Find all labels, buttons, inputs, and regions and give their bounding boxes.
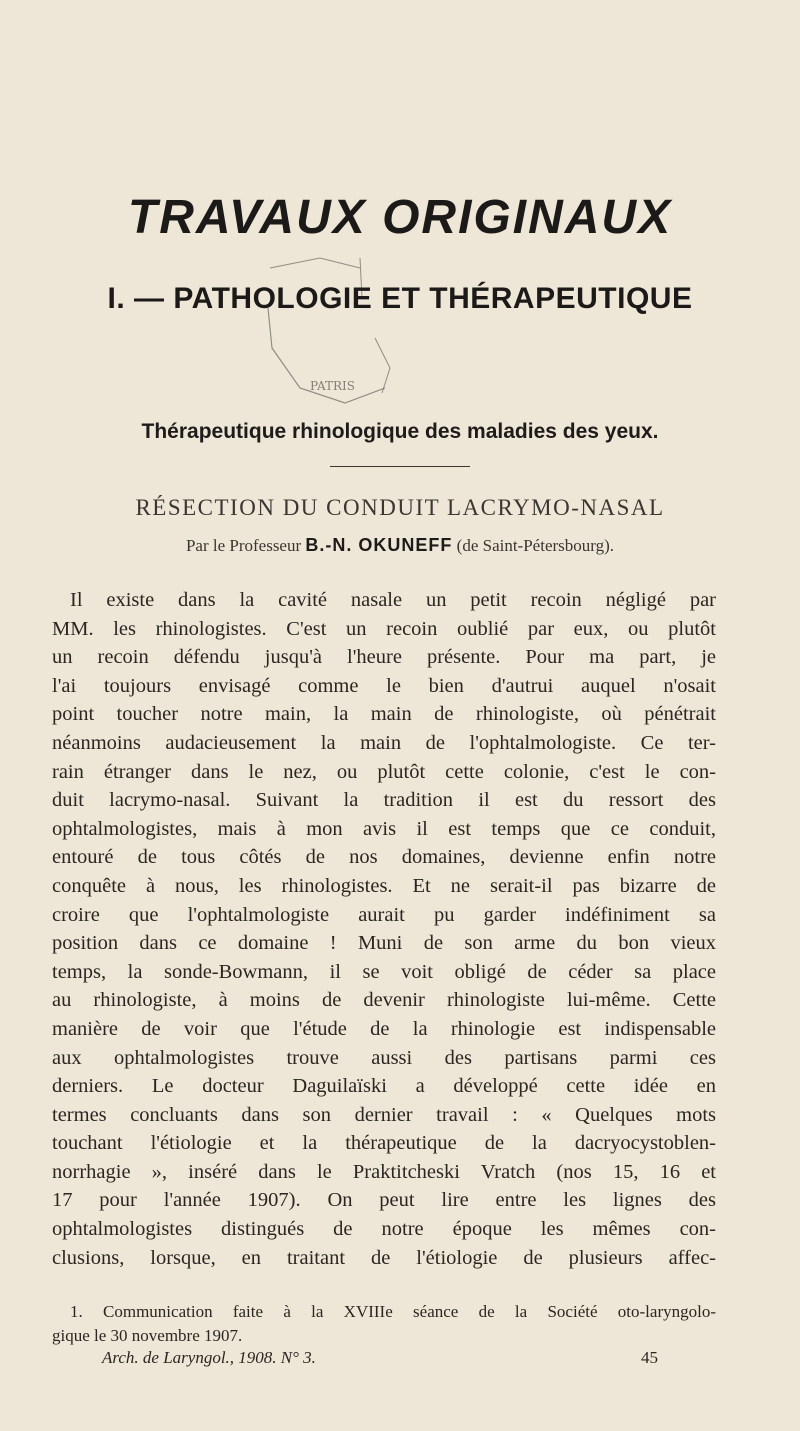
journal-reference: Arch. de Laryngol., 1908. N° 3.: [102, 1348, 316, 1367]
body-line: néanmoins audacieusement la main de l'ophtalmologiste. Ce ter-: [52, 731, 716, 754]
library-stamp: [250, 238, 410, 418]
body-line: point toucher notre main, la main de rhinologiste, où pénétrait: [52, 703, 716, 726]
body-line: MM. les rhinologistes. C'est un recoin oublié par eux, ou plutôt: [52, 617, 716, 640]
body-line: 17 pour l'année 1907). On peut lire entre les lignes des: [52, 1189, 716, 1212]
body-line: duit lacrymo-nasal. Suivant la tradition il est du ressort des: [52, 789, 716, 812]
article-title: RÉSECTION DU CONDUIT LACRYMO-NASAL: [135, 495, 665, 520]
body-line: au rhinologiste, à moins de devenir rhinologiste lui-même. Cette: [52, 989, 716, 1012]
body-line: conquête à nous, les rhinologistes. Et ne serait-il pas bizarre de: [52, 874, 716, 897]
byline-prefix: Par le Professeur: [185, 536, 302, 555]
body-line: norrhagie », inséré dans le Praktitcheski Vratch (nos 15, 16 et: [52, 1160, 716, 1183]
body-line: rain étranger dans le nez, ou plutôt cette colonie, c'est le con-: [52, 760, 716, 783]
body-line: ophtalmologistes, mais à mon avis il est temps que ce conduit,: [52, 817, 716, 840]
body-line: entouré de tous côtés de nos domaines, devienne enfin notre: [52, 846, 716, 869]
body-line: Il existe dans la cavité nasale un petit recoin négligé par: [70, 589, 716, 611]
byline: [0, 535, 800, 556]
body-line: touchant l'étiologie et la thérapeutique de la dacryocystoblen-: [52, 1132, 716, 1155]
page-footer: [102, 1348, 658, 1368]
footnote-line: gique le 30 novembre 1907.: [52, 1326, 243, 1345]
body-line: temps, la sonde-Bowmann, il se voit obligé de céder sa place: [52, 960, 716, 983]
body-line: manière de voir que l'étude de la rhinologie est indispensable: [52, 1017, 716, 1040]
body-line: un recoin défendu jusqu'à l'heure présente. Pour ma part, je: [52, 646, 716, 669]
author-name: B.-N. OKUNEFF: [305, 535, 453, 555]
divider-rule: [330, 466, 470, 467]
body-line: ophtalmologistes distingués de notre époque les mêmes con-: [52, 1218, 716, 1241]
page-number: 45: [641, 1348, 658, 1367]
article-subtitle: Thérapeutique rhinologique des maladies des yeux.: [141, 420, 659, 443]
body-line: position dans ce domaine ! Muni de son arme du bon vieux: [52, 932, 716, 955]
series-title: TRAVAUX ORIGINAUX: [127, 191, 673, 244]
body-line: derniers. Le docteur Daguilaïski a développé cette idée en: [52, 1075, 716, 1098]
body-line: aux ophtalmologistes trouve aussi des partisans parmi ces: [52, 1046, 716, 1069]
body-line: clusions, lorsque, en traitant de l'étiologie de plusieurs affec-: [52, 1246, 716, 1269]
byline-suffix: (de Saint-Pétersbourg).: [456, 536, 615, 555]
body-line: croire que l'ophtalmologiste aurait pu garder indéfiniment sa: [52, 903, 716, 926]
section-title: I. — PATHOLOGIE ET THÉRAPEUTIQUE: [107, 282, 693, 315]
body-line: termes concluants dans son dernier travail : « Quelques mots: [52, 1103, 716, 1126]
footnote-line: 1. Communication faite à la XVIIIe séance de la Société oto-laryngolo-: [70, 1302, 716, 1321]
stamp-text: PATRIS: [310, 379, 355, 393]
body-line: l'ai toujours envisagé comme le bien d'autrui auquel n'osait: [52, 674, 716, 697]
body-text: [52, 586, 716, 1272]
footnote: [52, 1300, 716, 1348]
